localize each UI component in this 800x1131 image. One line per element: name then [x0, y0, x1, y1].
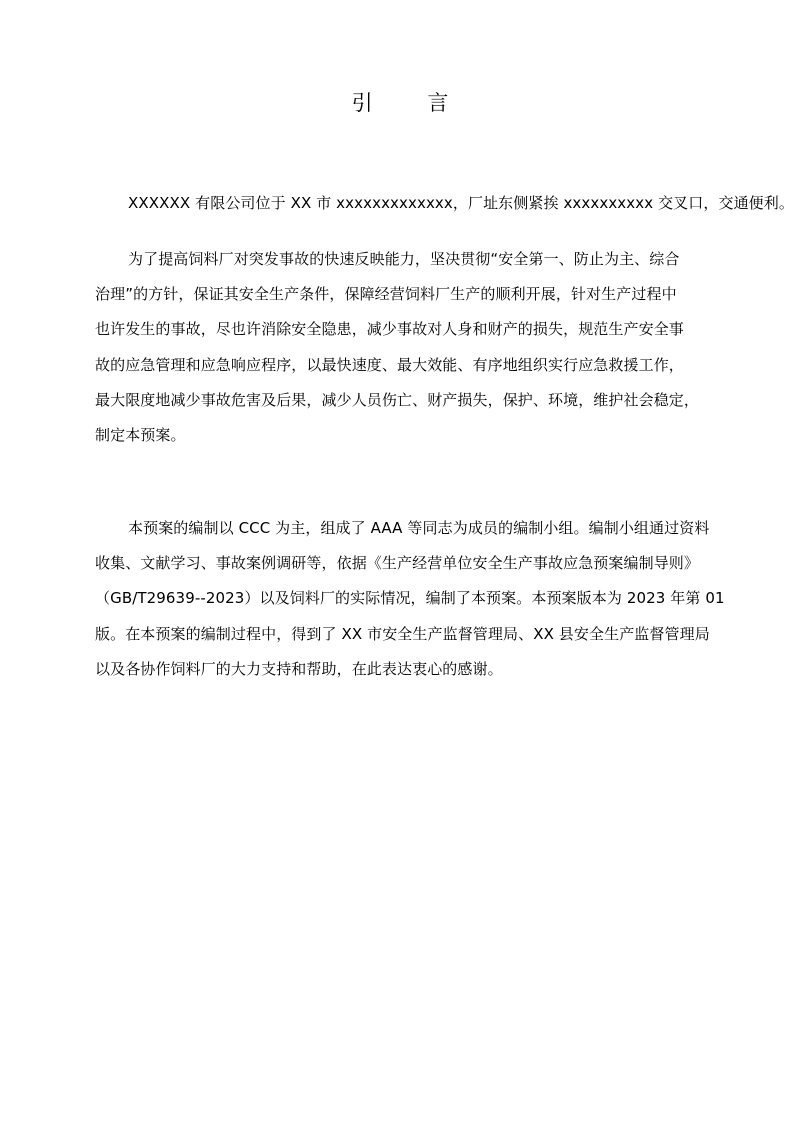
- paragraph-line: 也许发生的事故，尽也许消除安全隐患，减少事故对人身和财产的损失，规范生产安全事: [95, 320, 684, 339]
- paragraph-line: 收集、文献学习、事故案例调研等，依据《生产经营单位安全生产事故应急预案编制导则》: [95, 554, 700, 573]
- paragraph-line: 版。在本预案的编制过程中，得到了 XX 市安全生产监督管理局、XX 县安全生产监督管理局: [95, 624, 710, 643]
- paragraph-line: 本预案的编制以 CCC 为主，组成了 AAA 等同志为成员的编制小组。编制小组通过资料: [128, 519, 710, 537]
- paragraph-purpose: [95, 242, 715, 453]
- paragraph-compilation: [95, 511, 725, 687]
- paragraph-line: 以及各协作饲料厂的大力支持和帮助，在此表达衷心的感谢。: [95, 659, 503, 678]
- paragraph-line: （GB/T29639--2023）以及饲料厂的实际情况，编制了本预案。本预案版本为 2023 年第 01: [95, 589, 725, 608]
- paragraph-line: 制定本预案。: [95, 426, 186, 445]
- page-title: 引 言: [351, 91, 473, 115]
- paragraph-line: 故的应急管理和应急响应程序，以最快速度、最大效能、有序地组织实行应急救援工作，: [95, 355, 684, 374]
- paragraph-line: XXXXXX 有限公司位于 XX 市 xxxxxxxxxxxxx，厂址东侧紧挨 xxxxxxxxxx 交叉口，交通便利。: [128, 194, 794, 212]
- paragraph-line: 最大限度地减少事故危害及后果，减少人员伤亡、财产损失，保护、环境，维护社会稳定，: [95, 390, 700, 409]
- paragraph-line: 为了提高饲料厂对突发事故的快速反映能力，坚决贯彻“安全第一、防止为主、综合: [128, 250, 680, 268]
- paragraph-line: 治理”的方针，保证其安全生产条件，保障经营饲料厂生产的顺利开展，针对生产过程中: [95, 285, 677, 304]
- paragraph-location: [95, 186, 794, 221]
